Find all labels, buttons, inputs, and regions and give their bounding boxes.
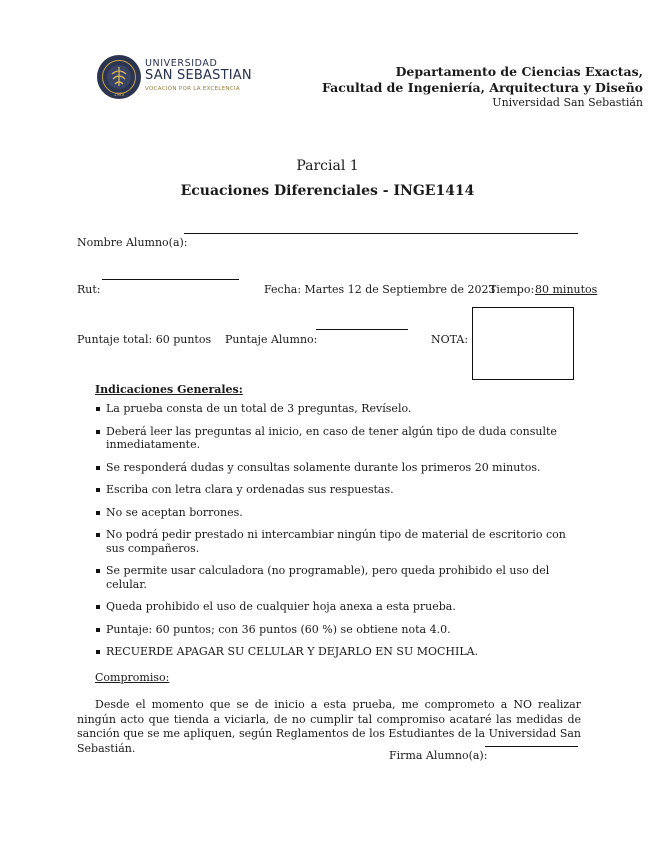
tiempo-value: 80 minutos	[535, 283, 598, 296]
list-item: La prueba consta de un total de 3 preguntas, Revíselo.	[95, 402, 581, 416]
seal-year: 1989	[113, 92, 125, 97]
list-item: RECUERDE APAGAR SU CELULAR Y DEJARLO EN SU MOCHILA.	[95, 645, 581, 659]
tiempo-label: Tiempo:	[489, 283, 535, 296]
puntaje-alumno-field[interactable]	[316, 329, 408, 330]
exam-title: Parcial 1	[296, 158, 359, 174]
list-item: No se aceptan borrones.	[95, 506, 581, 520]
logo-text-line2: SAN SEBASTIAN	[145, 68, 252, 83]
indicaciones-list	[95, 402, 581, 668]
firma-label: Firma Alumno(a):	[389, 749, 488, 762]
nombre-label: Nombre Alumno(a):	[77, 236, 188, 249]
university-logo	[96, 54, 252, 100]
dept-line-2: Facultad de Ingeniería, Arquitectura y Diseño	[321, 79, 643, 95]
dept-line-3: Universidad San Sebastián	[492, 96, 643, 109]
logo-text-line1: UNIVERSIDAD	[145, 58, 218, 69]
university-seal-icon	[96, 54, 142, 100]
nota-label: NOTA:	[431, 333, 469, 346]
puntaje-alumno-label: Puntaje Alumno:	[225, 333, 318, 346]
list-item: No podrá pedir prestado ni intercambiar ningún tipo de material de escritorio con sus compañeros.	[95, 528, 581, 555]
list-item: Queda prohibido el uso de cualquier hoja anexa a esta prueba.	[95, 600, 581, 614]
indicaciones-title: Indicaciones Generales:	[95, 383, 243, 396]
list-item: Se permite usar calculadora (no programable), pero queda prohibido el uso del celular.	[95, 564, 581, 591]
logo-tagline: VOCACIÓN POR LA EXCELENCIA	[145, 86, 240, 92]
puntaje-total: Puntaje total: 60 puntos	[77, 333, 212, 346]
firma-field[interactable]	[485, 746, 578, 747]
list-item: Deberá leer las preguntas al inicio, en caso de tener algún tipo de duda consulte inmediatamente.	[95, 425, 581, 452]
fecha-text: Fecha: Martes 12 de Septiembre de 2023	[264, 283, 496, 296]
compromiso-text: Desde el momento que se de inicio a esta prueba, me comprometo a NO realizar ningún acto que tienda a viciarla, de no cumplir tal compromiso acataré las medidas de sanción que se me apliquen, según Reglamentos de los Estudiantes de la Universidad San Sebastián.	[77, 698, 581, 755]
nota-box[interactable]	[472, 307, 574, 380]
rut-field[interactable]	[102, 279, 239, 280]
list-item: Se responderá dudas y consultas solamente durante los primeros 20 minutos.	[95, 461, 581, 475]
rut-label: Rut:	[77, 283, 101, 296]
nombre-field[interactable]	[184, 233, 578, 234]
compromiso-title: Compromiso:	[95, 671, 170, 684]
course-title: Ecuaciones Diferenciales - INGE1414	[180, 183, 475, 199]
department-header	[322, 64, 643, 111]
list-item: Escriba con letra clara y ordenadas sus respuestas.	[95, 483, 581, 497]
list-item: Puntaje: 60 puntos; con 36 puntos (60 %) se obtiene nota 4.0.	[95, 623, 581, 637]
dept-line-1: Departamento de Ciencias Exactas,	[395, 64, 643, 79]
